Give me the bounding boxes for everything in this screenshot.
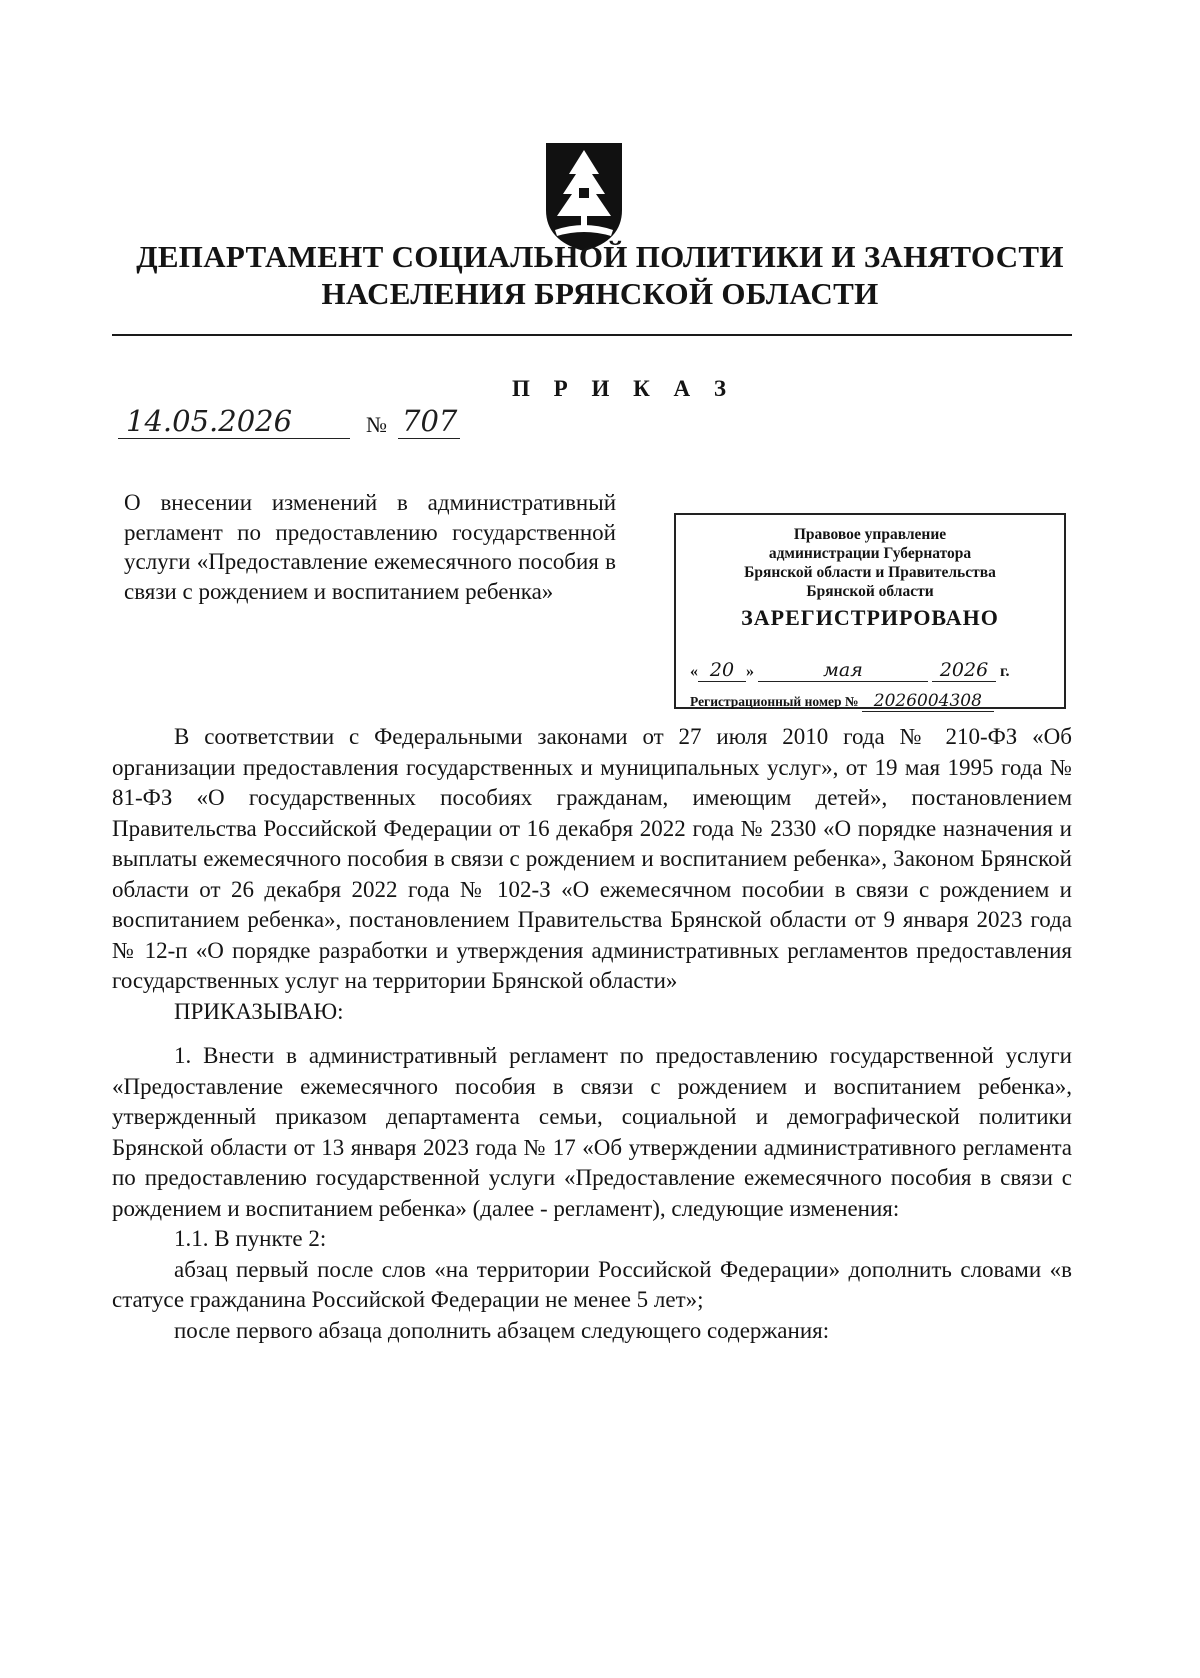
order-number-value: 707 <box>402 404 458 438</box>
stamp-registration-number <box>690 691 994 712</box>
order-subject: О внесении изменений в административный регламент по предоставлению государственной услуги «Предоставление ежемесячного пособия в связи с рождением и воспитанием ребенка» <box>124 490 616 604</box>
order-date <box>118 404 350 439</box>
item-1-paragraph: 1. Внести в административный регламент по предоставлению государственной услуги «Предоставление ежемесячного пособия в связи с рождением и воспитанием ребенка», утвержденный приказом департамента семьи, социальной и демографической политики Брянской области от 13 января 2023 года № 17 «Об утверждении административного регламента по предоставлению государственной услуги «Предоставление ежемесячного пособия в связи с рождением и воспитанием ребенка» (далее - регламент), следующие изменения: <box>112 1043 1072 1221</box>
department-title-line1: ДЕПАРТАМЕНТ СОЦИАЛЬНОЙ ПОЛИТИКИ И ЗАНЯТОСТИ <box>136 239 1064 274</box>
stamp-org-line: администрации Губернатора <box>768 545 972 562</box>
registration-stamp <box>674 513 1066 709</box>
stamp-org-line: Брянской области <box>806 583 934 600</box>
document-body <box>112 722 1072 1346</box>
stamp-date: « 20 » мая 2026 г. <box>690 659 1010 681</box>
paragraph-amendment-b: после первого абзаца дополнить абзацем следующего содержания: <box>174 1317 830 1343</box>
stamp-org-line: Брянской области и Правительства <box>744 564 996 581</box>
stamp-year: 2026 <box>932 659 996 682</box>
stamp-reg-label: Регистрационный номер № <box>690 694 859 709</box>
paragraph-amendment-a: абзац первый после слов «на территории Российской Федерации» дополнить словами «в статусе гражданина Российской Федерации не менее 5 лет»; <box>112 1256 1072 1312</box>
stamp-day: 20 <box>698 659 746 682</box>
stamp-year-suffix: г. <box>1000 663 1010 680</box>
number-sign: № <box>366 412 387 437</box>
stamp-org-line: Правовое управление <box>793 526 947 543</box>
header-divider <box>112 334 1072 336</box>
order-word: ПРИКАЗЫВАЮ: <box>174 998 344 1024</box>
stamp-reg-number: 2026004308 <box>862 691 994 712</box>
stamp-organization <box>676 525 1064 601</box>
stamp-month: мая <box>758 659 928 682</box>
order-number <box>398 404 460 439</box>
coat-of-arms-emblem <box>541 140 627 252</box>
department-title-line2: НАСЕЛЕНИЯ БРЯНСКОЙ ОБЛАСТИ <box>321 276 879 311</box>
stamp-registered-label: ЗАРЕГИСТРИРОВАНО <box>741 605 999 630</box>
order-date-value: 14.05.2026 <box>126 404 293 438</box>
preamble-paragraph: В соответствии с Федеральными законами от 27 июля 2010 года № 210-ФЗ «Об организации предоставления государственных и муниципальных услуг», от 19 мая 1995 года № 81-ФЗ «О государственных пособиях гражданам, имеющим детей», постановлением Правительства Российской Федерации от 16 декабря 2022 года № 2330 «О порядке назначения и выплаты ежемесячного пособия в связи с рождением и воспитанием ребенка», Законом Брянской области от 26 декабря 2022 года № 102-З «О ежемесячном пособии в связи с рождением и воспитанием ребенка», постановлением Правительства Брянской области от 9 января 2023 года № 12-п «О порядке разработки и утверждения административных регламентов предоставления государственных услуг на территории Брянской области» <box>112 724 1072 993</box>
document-type: П Р И К А З <box>512 376 736 401</box>
item-1-1-heading: 1.1. В пункте 2: <box>174 1226 327 1251</box>
